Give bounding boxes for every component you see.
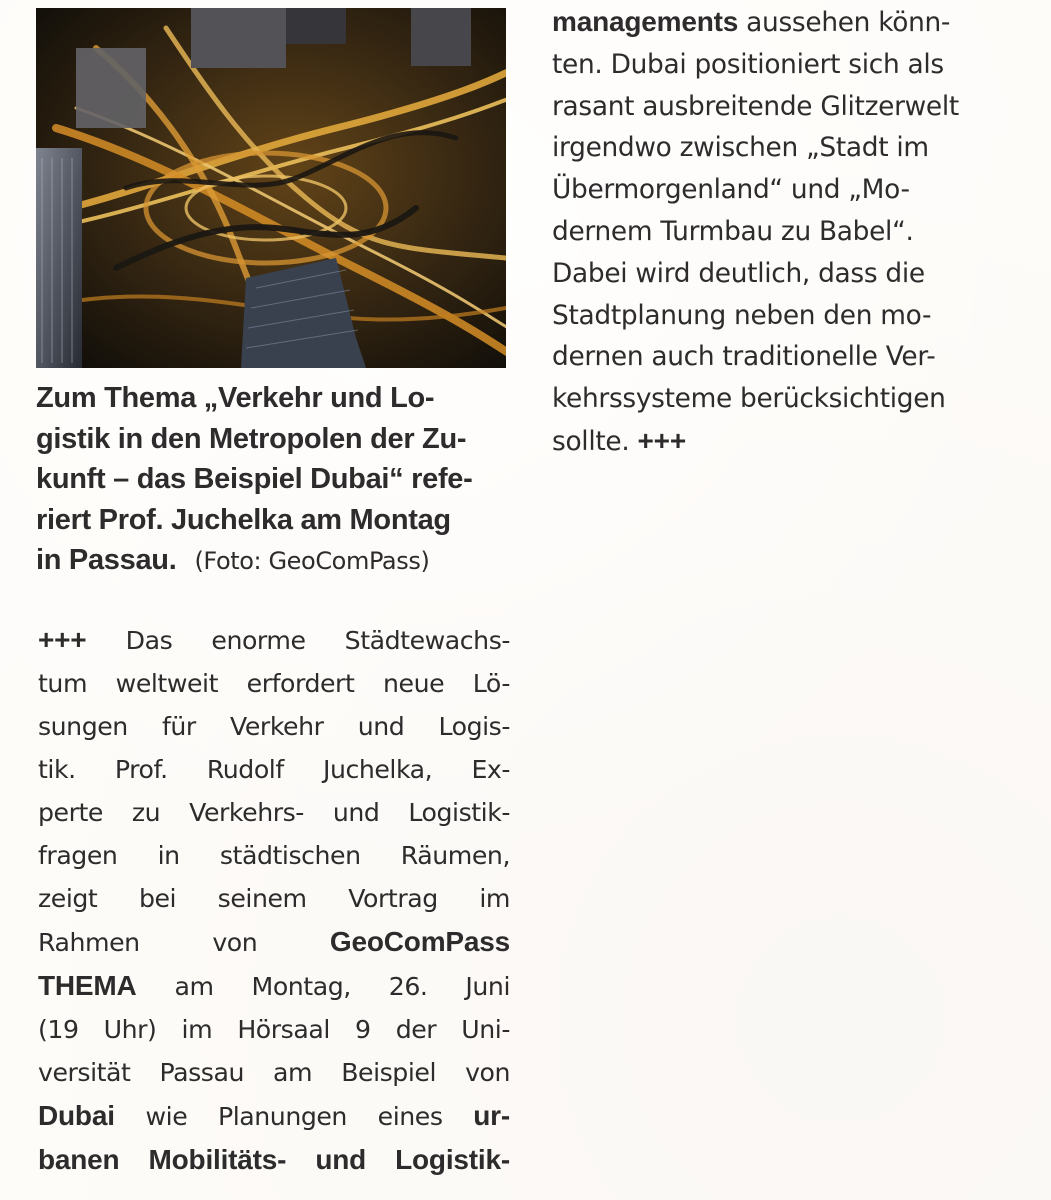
- body-text: Dabei wird deutlich, dass die: [552, 257, 925, 289]
- caption-line: riert Prof. Juchelka am Montag: [36, 503, 451, 536]
- article-line: [552, 420, 1018, 463]
- article-line: [552, 211, 1018, 253]
- article-line: [38, 1051, 510, 1094]
- body-text: ten. Dubai positioniert sich als: [552, 48, 944, 80]
- article-body-left: [38, 618, 510, 1182]
- article-line: [38, 920, 510, 964]
- body-text: am Montag, 26. Juni: [136, 972, 510, 1001]
- photo-caption: [36, 378, 512, 582]
- left-column: [36, 0, 512, 1200]
- bold-text: +++: [38, 624, 87, 655]
- article-line: [38, 748, 510, 791]
- body-text: rasant ausbreitende Glitzerwelt: [552, 90, 959, 122]
- bold-text: GeoComPass: [329, 926, 510, 957]
- body-text: versität Passau am Beispiel von: [38, 1058, 510, 1087]
- body-text: (19 Uhr) im Hörsaal 9 der Uni-: [38, 1015, 510, 1044]
- article-line: [552, 86, 1018, 128]
- body-text: Das enorme Städtewachs-: [86, 626, 510, 655]
- bold-text: THEMA: [38, 970, 137, 1001]
- article-line: [38, 662, 510, 705]
- body-text: perte zu Verkehrs- und Logistik-: [38, 798, 510, 827]
- body-text: irgendwo zwischen „Stadt im: [552, 132, 929, 164]
- article-line: [38, 618, 510, 662]
- article-line: [552, 169, 1018, 211]
- body-text: sollte.: [552, 425, 638, 457]
- article-line: [552, 378, 1018, 420]
- caption-line: Zum Thema „Verkehr und Lo-: [36, 382, 435, 414]
- caption-line: kunft – das Beispiel Dubai“ refe-: [36, 463, 473, 495]
- bold-text: +++: [637, 424, 686, 456]
- caption-line: gistik in den Metropolen der Zu-: [36, 422, 467, 455]
- body-text: aussehen könn-: [738, 7, 951, 38]
- body-text: sungen für Verkehr und Logis-: [38, 712, 510, 741]
- article-line: [38, 705, 510, 748]
- bold-text: ur-: [473, 1100, 510, 1131]
- body-text: dernen auch traditionelle Ver-: [552, 341, 936, 373]
- article-line: [38, 1094, 510, 1138]
- article-line: [552, 253, 1018, 295]
- body-text: Übermorgenland“ und „Mo-: [552, 174, 910, 206]
- bold-text: managements: [552, 6, 739, 37]
- article-line: [552, 44, 1018, 86]
- caption-last-line: [36, 540, 512, 582]
- article-line: [38, 964, 510, 1008]
- body-text: dernem Turmbau zu Babel“.: [552, 215, 914, 247]
- article-line: [38, 1008, 510, 1051]
- article-line: [552, 1, 1018, 44]
- article-line: [38, 791, 510, 834]
- article-photo: [36, 8, 506, 368]
- body-text: zeigt bei seinem Vortrag im: [38, 884, 510, 913]
- photo-credit: (Foto: GeoComPass): [194, 547, 430, 575]
- article-line: [552, 336, 1018, 378]
- body-text: Rahmen von: [38, 928, 330, 957]
- body-text: fragen in städtischen Räumen,: [38, 841, 510, 870]
- article-line: [38, 1138, 510, 1182]
- body-text: Stadtplanung neben den mo-: [552, 299, 932, 331]
- body-text: tum weltweit erfordert neue Lö-: [38, 669, 510, 698]
- caption-line: in Passau.: [36, 544, 177, 576]
- body-text: tik. Prof. Rudolf Juchelka, Ex-: [38, 755, 510, 784]
- article-line: [38, 834, 510, 877]
- bold-text: banen Mobilitäts- und Logistik-: [38, 1144, 510, 1175]
- body-text: kehrssysteme berücksichtigen: [552, 383, 946, 415]
- body-text: wie Planungen eines: [114, 1102, 474, 1131]
- article-line: [552, 127, 1018, 169]
- article-body-right: [552, 1, 1018, 463]
- highway-interchange-image: [36, 8, 506, 368]
- article-line: [38, 877, 510, 920]
- bold-text: Dubai: [38, 1100, 115, 1131]
- article-line: [552, 295, 1018, 337]
